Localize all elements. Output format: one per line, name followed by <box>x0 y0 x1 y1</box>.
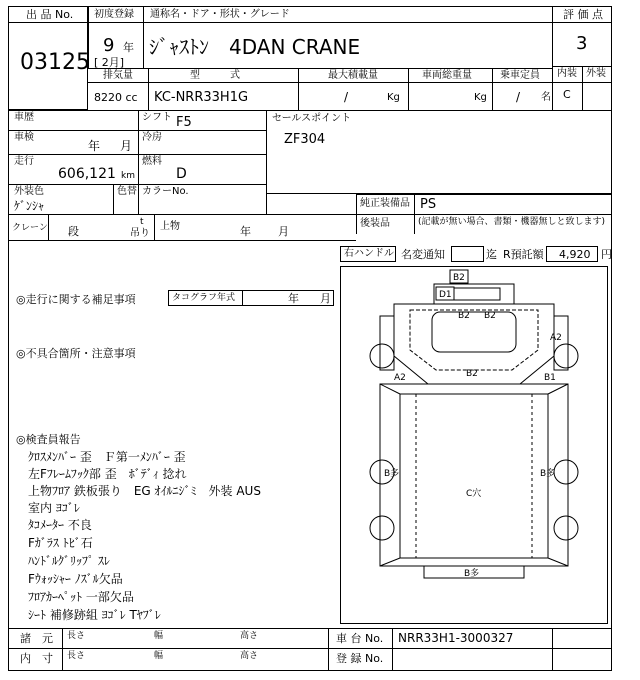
reg-year-unit: 年 <box>123 41 134 54</box>
report-line: Fｳｫｯｼｬｰ ﾉｽﾞﾙ欠品 <box>28 572 123 586</box>
genuine-equipment-value: PS <box>420 197 437 212</box>
genuine-equipment-label: 純正装備品 <box>360 198 410 209</box>
tacho-year: 年 <box>288 292 299 305</box>
length-label-2: 長さ <box>67 651 86 661</box>
report-line: ｸﾛｽﾒﾝﾊﾞｰ 歪 Ｆ第一ﾒﾝﾊﾞｰ 歪 <box>28 450 186 464</box>
r-tax-unit: 円 <box>601 248 612 261</box>
mileage-unit: km <box>121 171 135 181</box>
damage-mark-c-hole: C穴 <box>466 489 482 499</box>
r-tax-value: 4,920 <box>559 248 591 261</box>
title-label: 通称名・ドア・形状・グレード <box>150 9 290 20</box>
reg-year: 9 <box>103 35 115 56</box>
damage-mark-b-many-rear: B多 <box>464 569 480 579</box>
car-name: ｼﾞｬｽﾄﾝ 4DAN CRANE <box>149 35 361 59</box>
damage-mark-a2-right: A2 <box>550 333 562 343</box>
damage-mark-b1: B1 <box>544 373 556 383</box>
displacement-label: 排気量 <box>103 70 133 81</box>
first-reg-label: 初度登録 <box>94 9 134 20</box>
capacity-value: / <box>516 90 521 104</box>
height-label: 高さ <box>240 631 259 641</box>
inspection-month: 月 <box>120 139 133 153</box>
length-label: 長さ <box>67 631 86 641</box>
report-line: ﾌﾛｱｶｰﾍﾟｯﾄ 一部欠品 <box>28 590 134 604</box>
name-change-box <box>451 246 484 262</box>
capacity-unit: 名 <box>541 92 551 103</box>
model-label: 型 式 <box>190 70 240 81</box>
deadline-label: 迄 <box>486 248 497 261</box>
ext-color-value: ｹﾞﾝｼｬ <box>14 199 45 213</box>
report-line: 左Fﾌﾚｰﾑﾌｯｸ部 歪 ﾎﾞﾃﾞｨ 捻れ <box>28 467 187 481</box>
lot-no-label: 出 品 No. <box>26 8 74 21</box>
displacement-value: 8220 cc <box>94 91 138 104</box>
aftermarket-note: (記載が無い場合、書類・機器無しと致します) <box>418 217 606 227</box>
exterior-grade-label: 外装 <box>586 68 606 79</box>
crane-hang: 吊り <box>130 228 150 239</box>
history-label: 車歴 <box>14 112 34 123</box>
lot-no: 03125 <box>20 50 90 75</box>
crane-stage: 段 <box>68 225 79 238</box>
max-load-unit: Kg <box>387 92 400 103</box>
chassis-label: 車 台 No. <box>336 632 384 645</box>
report-line: Fｶﾞﾗｽ ﾄﾋﾞ石 <box>28 536 93 550</box>
capacity-label: 乗車定員 <box>500 70 540 81</box>
drive-side: 右ハンドル <box>344 248 394 259</box>
model-value: KC-NRR33H1G <box>154 90 249 105</box>
tacho-label: タコグラフ年式 <box>172 293 236 303</box>
mileage-label: 走行 <box>14 156 34 167</box>
report-line: ｼｰﾄ 補修跡組 ﾖｺﾞﾚ Tﾔﾌﾞﾚ <box>28 608 161 622</box>
sales-points-label: セールスポイント <box>272 113 352 124</box>
upper-label: 上物 <box>160 221 180 232</box>
damage-mark-b2-cab-left: B2 <box>458 311 470 321</box>
reg-month: [ 2月] <box>94 56 125 69</box>
color-change-label: 色替 <box>117 186 137 197</box>
upper-year: 年 <box>240 225 251 238</box>
width-label: 幅 <box>154 631 164 641</box>
fuel-value: D <box>176 166 187 182</box>
crane-label: クレーン <box>12 223 48 233</box>
score-label: 評 価 点 <box>563 8 603 21</box>
crane-tons: t <box>140 217 144 227</box>
tacho-month: 月 <box>320 292 331 305</box>
sales-points-value: ZF304 <box>284 132 326 147</box>
interior-grade-value: C <box>563 88 571 101</box>
color-code-label: カラーNo. <box>142 186 189 197</box>
mileage-value: 606,121 <box>58 166 116 182</box>
inspector-label: ◎検査員報告 <box>16 433 81 446</box>
score-value: 3 <box>576 33 588 54</box>
interior-grade-label: 内装 <box>557 68 577 79</box>
fuel-label: 燃料 <box>142 156 162 167</box>
max-load-value: / <box>344 90 349 104</box>
damage-mark-a2-left: A2 <box>394 373 406 383</box>
inspection-year: 年 <box>88 139 101 153</box>
upper-month: 月 <box>278 225 289 238</box>
damage-mark-b-many-right: B多 <box>540 469 556 479</box>
inspection-label: 車検 <box>14 132 34 143</box>
defects-label: ◎不具合箇所・注意事項 <box>16 347 136 360</box>
shift-label: シフト <box>142 112 172 123</box>
spec-label: 諸 元 <box>20 632 53 645</box>
ext-color-label: 外装色 <box>14 186 44 197</box>
interior-dim-label: 内 寸 <box>20 652 53 665</box>
truck-diagram <box>340 266 608 624</box>
damage-mark-b2-front: B2 <box>466 369 478 379</box>
ac-label: 冷房 <box>142 132 162 143</box>
shift-value: F5 <box>176 115 192 130</box>
report-line: ﾊﾝﾄﾞﾙｸﾞﾘｯﾌﾟ ｽﾚ <box>28 554 110 568</box>
damage-mark-d1: D1 <box>439 290 452 300</box>
chassis-no: NRR33H1-3000327 <box>398 631 514 645</box>
width-label-2: 幅 <box>154 651 164 661</box>
max-load-label: 最大積載量 <box>328 70 378 81</box>
damage-mark-b-many-left: B多 <box>384 469 400 479</box>
report-line: 上物ﾌﾛｱ 鉄板張り EG ｵｲﾙﾆｼﾞﾐ 外装 AUS <box>28 484 261 498</box>
r-tax-label: R預託額 <box>503 248 544 261</box>
name-change-label: 名変通知 <box>401 248 445 261</box>
gross-weight-unit: Kg <box>474 92 487 103</box>
height-label-2: 高さ <box>240 651 259 661</box>
damage-mark-b2-cab-right: B2 <box>484 311 496 321</box>
driving-notes-label: ◎走行に関する補足事項 <box>16 293 136 306</box>
aftermarket-label: 後装品 <box>360 218 390 229</box>
damage-mark-b2-top: B2 <box>453 273 465 283</box>
gross-weight-label: 車両総重量 <box>422 70 472 81</box>
report-line: ﾀｺﾒｰﾀｰ 不良 <box>28 518 92 532</box>
report-line: 室内 ﾖｺﾞﾚ <box>28 501 80 515</box>
reg-no-label: 登 録 No. <box>336 652 384 665</box>
